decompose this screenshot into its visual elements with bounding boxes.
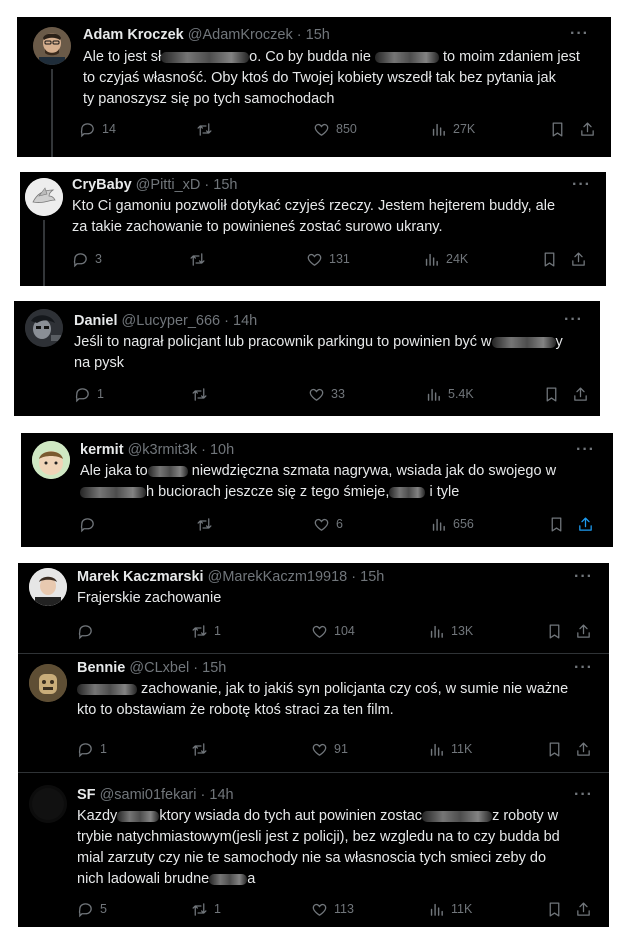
bookmark-button[interactable] — [549, 120, 566, 138]
bookmark-button[interactable] — [546, 900, 563, 918]
thread-line — [43, 220, 45, 286]
views-button[interactable]: 11K — [428, 900, 472, 918]
handle[interactable]: @CLxbel — [129, 660, 190, 676]
reply-button[interactable]: 1 — [74, 385, 104, 403]
handle[interactable]: @Pitti_xD — [135, 177, 201, 193]
dot-separator: · — [224, 313, 229, 329]
avatar-photo-icon — [33, 27, 71, 65]
reply-icon — [72, 251, 89, 268]
avatar[interactable] — [33, 27, 71, 65]
censored-word — [492, 337, 556, 348]
handle[interactable]: @k3rmit3k — [127, 442, 198, 458]
reply-icon — [77, 901, 94, 918]
bookmark-icon — [543, 386, 560, 403]
share-button[interactable] — [575, 900, 592, 918]
bookmark-icon — [546, 623, 563, 640]
views-icon — [428, 901, 445, 918]
share-icon — [575, 901, 592, 918]
thread-line — [51, 69, 53, 157]
share-icon — [572, 386, 589, 403]
tweet-card-6[interactable] — [18, 654, 609, 772]
avatar[interactable] — [25, 178, 63, 216]
share-icon — [577, 516, 594, 533]
tweet-card-4[interactable] — [21, 433, 613, 547]
retweet-button[interactable]: 1 — [191, 900, 221, 918]
views-button[interactable]: 24K — [423, 250, 468, 268]
retweet-icon — [196, 121, 213, 138]
share-button[interactable] — [575, 622, 592, 640]
tweet-card-3[interactable] — [14, 301, 600, 416]
retweet-icon — [196, 516, 213, 533]
tweet-actions — [79, 120, 601, 138]
heart-icon — [313, 121, 330, 138]
more-options-button[interactable]: ··· — [574, 568, 593, 585]
tweet-card-2[interactable] — [20, 172, 606, 286]
tweet-text: Ale jaka to niewdzięczna szmata nagrywa, wsiada jak do swojego w h buciorach jeszcze się z tego śmieje, i tyle — [80, 463, 557, 500]
like-button[interactable]: 104 — [311, 622, 355, 640]
tweet-card-1[interactable] — [17, 17, 611, 157]
heart-icon — [306, 251, 323, 268]
tweet-text: Ale to jest sł o. Co by budda nie to moim zdaniem jest to czyjaś własność. Oby ktoś do Twojej kobiety wszedł tak bez pytania jak ty panoszysz się po tych samochodach — [83, 49, 580, 107]
tweet-text: Kto Ci gamoniu pozwolił dotykać czyjeś rzeczy. Jestem hejterem buddy, ale za takie zachowanie to powinieneś zostać surowo ukrany. — [72, 198, 556, 235]
more-options-button[interactable]: ··· — [564, 311, 583, 328]
tweet-header — [80, 441, 234, 459]
avatar-photo-icon — [32, 441, 70, 479]
tweet-actions — [77, 622, 597, 640]
tweet-actions — [74, 385, 594, 403]
tweet-thread-block — [18, 563, 609, 927]
tweet-actions — [77, 900, 597, 918]
bookmark-icon — [548, 516, 565, 533]
share-button[interactable] — [577, 515, 594, 533]
censored-word — [148, 466, 188, 477]
bookmark-button[interactable] — [541, 250, 558, 268]
tweet-header — [72, 176, 237, 194]
tweet-card-5[interactable] — [18, 563, 609, 653]
tweet-header — [77, 659, 226, 677]
avatar[interactable] — [29, 785, 67, 823]
tweet-actions — [79, 515, 599, 533]
handle[interactable]: @AdamKroczek — [187, 27, 293, 43]
dot-separator: · — [201, 442, 206, 458]
heart-icon — [311, 741, 328, 758]
avatar-photo-icon — [29, 664, 67, 702]
share-icon — [575, 623, 592, 640]
more-options-button[interactable]: ··· — [570, 25, 589, 42]
like-button[interactable]: 113 — [311, 900, 354, 918]
retweet-icon — [191, 386, 208, 403]
retweet-button[interactable] — [196, 515, 219, 533]
display-name[interactable]: Bennie — [77, 660, 126, 676]
reply-button[interactable]: 1 — [77, 740, 107, 758]
timestamp[interactable]: 15h — [305, 27, 330, 43]
dot-separator: · — [200, 787, 206, 803]
dot-separator: · — [193, 660, 199, 676]
bookmark-icon — [546, 901, 563, 918]
avatar[interactable] — [25, 309, 63, 347]
share-icon — [570, 251, 587, 268]
views-button[interactable]: 656 — [430, 515, 474, 533]
retweet-button[interactable]: 1 — [191, 622, 221, 640]
tweet-header — [77, 786, 234, 804]
display-name[interactable]: Daniel — [74, 313, 118, 329]
reply-button[interactable]: 3 — [72, 250, 102, 268]
censored-word — [80, 487, 146, 498]
views-button[interactable]: 13K — [428, 622, 473, 640]
censored-word — [389, 487, 425, 498]
avatar-photo-icon — [25, 309, 63, 347]
reply-icon — [79, 121, 96, 138]
avatar-photo-icon — [29, 568, 67, 606]
retweet-icon — [189, 251, 206, 268]
handle[interactable]: @MarekKaczm19918 — [207, 569, 348, 585]
retweet-icon — [191, 623, 208, 640]
views-button[interactable]: 5.4K — [425, 385, 474, 403]
censored-word — [375, 52, 439, 63]
like-button[interactable]: 850 — [313, 120, 357, 138]
reply-icon — [74, 386, 91, 403]
views-icon — [428, 623, 445, 640]
reply-button[interactable] — [79, 515, 102, 533]
censored-word — [422, 811, 492, 822]
censored-word — [209, 874, 247, 885]
avatar[interactable] — [29, 568, 67, 606]
tweet-text: Kazdy ktory wsiada do tych aut powinien zostac z roboty w trybie natychmiastowym(jesli jest z policji), bez wzgledu na to czy budda bd mial zarzuty czy nie te samochody nie sa własnoscia tych smieci zeby do nich ladowali brudne a — [77, 808, 560, 887]
avatar-photo-icon — [29, 785, 67, 823]
like-button[interactable]: 33 — [308, 385, 345, 403]
timestamp[interactable]: 14h — [209, 787, 234, 803]
handle[interactable]: @Lucyper_666 — [121, 313, 221, 329]
more-options-button[interactable]: ··· — [576, 441, 595, 458]
share-button[interactable] — [579, 120, 596, 138]
share-button[interactable] — [570, 250, 587, 268]
tweet-text: Jeśli to nagrał policjant lub pracownik parkingu to powinien być w y na pysk — [74, 334, 563, 371]
timestamp[interactable]: 10h — [209, 442, 235, 458]
bookmark-icon — [541, 251, 558, 268]
dot-separator: · — [351, 569, 357, 585]
bookmark-button[interactable] — [546, 740, 563, 758]
display-name[interactable]: Adam Kroczek — [83, 27, 184, 43]
dot-separator: · — [204, 177, 210, 193]
timestamp[interactable]: 14h — [233, 313, 258, 329]
views-icon — [428, 741, 445, 758]
dot-separator: · — [296, 27, 302, 43]
retweet-button[interactable] — [196, 120, 219, 138]
reply-icon — [79, 516, 96, 533]
retweet-button[interactable] — [189, 250, 212, 268]
share-button[interactable] — [572, 385, 589, 403]
heart-icon — [313, 516, 330, 533]
bookmark-button[interactable] — [546, 622, 563, 640]
reply-icon — [77, 623, 94, 640]
bookmark-button[interactable] — [543, 385, 560, 403]
share-icon — [579, 121, 596, 138]
retweet-icon — [191, 741, 208, 758]
heart-icon — [311, 623, 328, 640]
views-icon — [423, 251, 440, 268]
display-name[interactable]: Marek Kaczmarski — [77, 569, 204, 585]
heart-icon — [308, 386, 325, 403]
bookmark-button[interactable] — [548, 515, 565, 533]
retweet-icon — [191, 901, 208, 918]
tweet-actions — [72, 250, 592, 268]
timestamp[interactable]: 15h — [213, 177, 238, 193]
bookmark-icon — [549, 121, 566, 138]
timestamp[interactable]: 15h — [360, 569, 385, 585]
tweet-actions — [77, 740, 597, 758]
views-button[interactable]: 27K — [430, 120, 475, 138]
views-icon — [425, 386, 442, 403]
more-options-button[interactable]: ··· — [572, 176, 591, 193]
timestamp[interactable]: 15h — [202, 660, 227, 676]
reply-button[interactable] — [77, 622, 100, 640]
tweet-text: Frajerskie zachowanie — [77, 590, 222, 606]
tweet-card-7[interactable] — [18, 773, 609, 927]
more-options-button[interactable]: ··· — [574, 786, 593, 803]
tweet-header — [74, 312, 257, 330]
retweet-button[interactable] — [191, 740, 214, 758]
like-button[interactable]: 6 — [313, 515, 343, 533]
share-icon — [575, 741, 592, 758]
censored-word — [77, 684, 137, 695]
display-name[interactable]: SF — [77, 787, 96, 803]
like-button[interactable]: 131 — [306, 250, 350, 268]
bookmark-icon — [546, 741, 563, 758]
censored-word — [161, 52, 249, 63]
censored-word — [117, 811, 159, 822]
avatar-bird-icon — [25, 178, 63, 216]
heart-icon — [311, 901, 328, 918]
views-icon — [430, 516, 447, 533]
tweet-header — [77, 568, 384, 586]
reply-button[interactable]: 5 — [77, 900, 107, 918]
views-icon — [430, 121, 447, 138]
display-name[interactable]: kermit — [80, 442, 124, 458]
more-options-button[interactable]: ··· — [574, 659, 593, 676]
like-button[interactable]: 91 — [311, 740, 348, 758]
reply-button[interactable]: 14 — [79, 120, 116, 138]
tweet-text: zachowanie, jak to jakiś syn policjanta czy coś, w sumie nie ważne kto to obstawiam że robotę ktoś straci za ten film. — [77, 681, 569, 718]
tweet-header — [83, 26, 330, 44]
retweet-button[interactable] — [191, 385, 214, 403]
share-button[interactable] — [575, 740, 592, 758]
avatar[interactable] — [32, 441, 70, 479]
views-button[interactable]: 11K — [428, 740, 472, 758]
reply-icon — [77, 741, 94, 758]
display-name[interactable]: CryBaby — [72, 177, 132, 193]
handle[interactable]: @sami01fekari — [99, 787, 197, 803]
avatar[interactable] — [29, 664, 67, 702]
